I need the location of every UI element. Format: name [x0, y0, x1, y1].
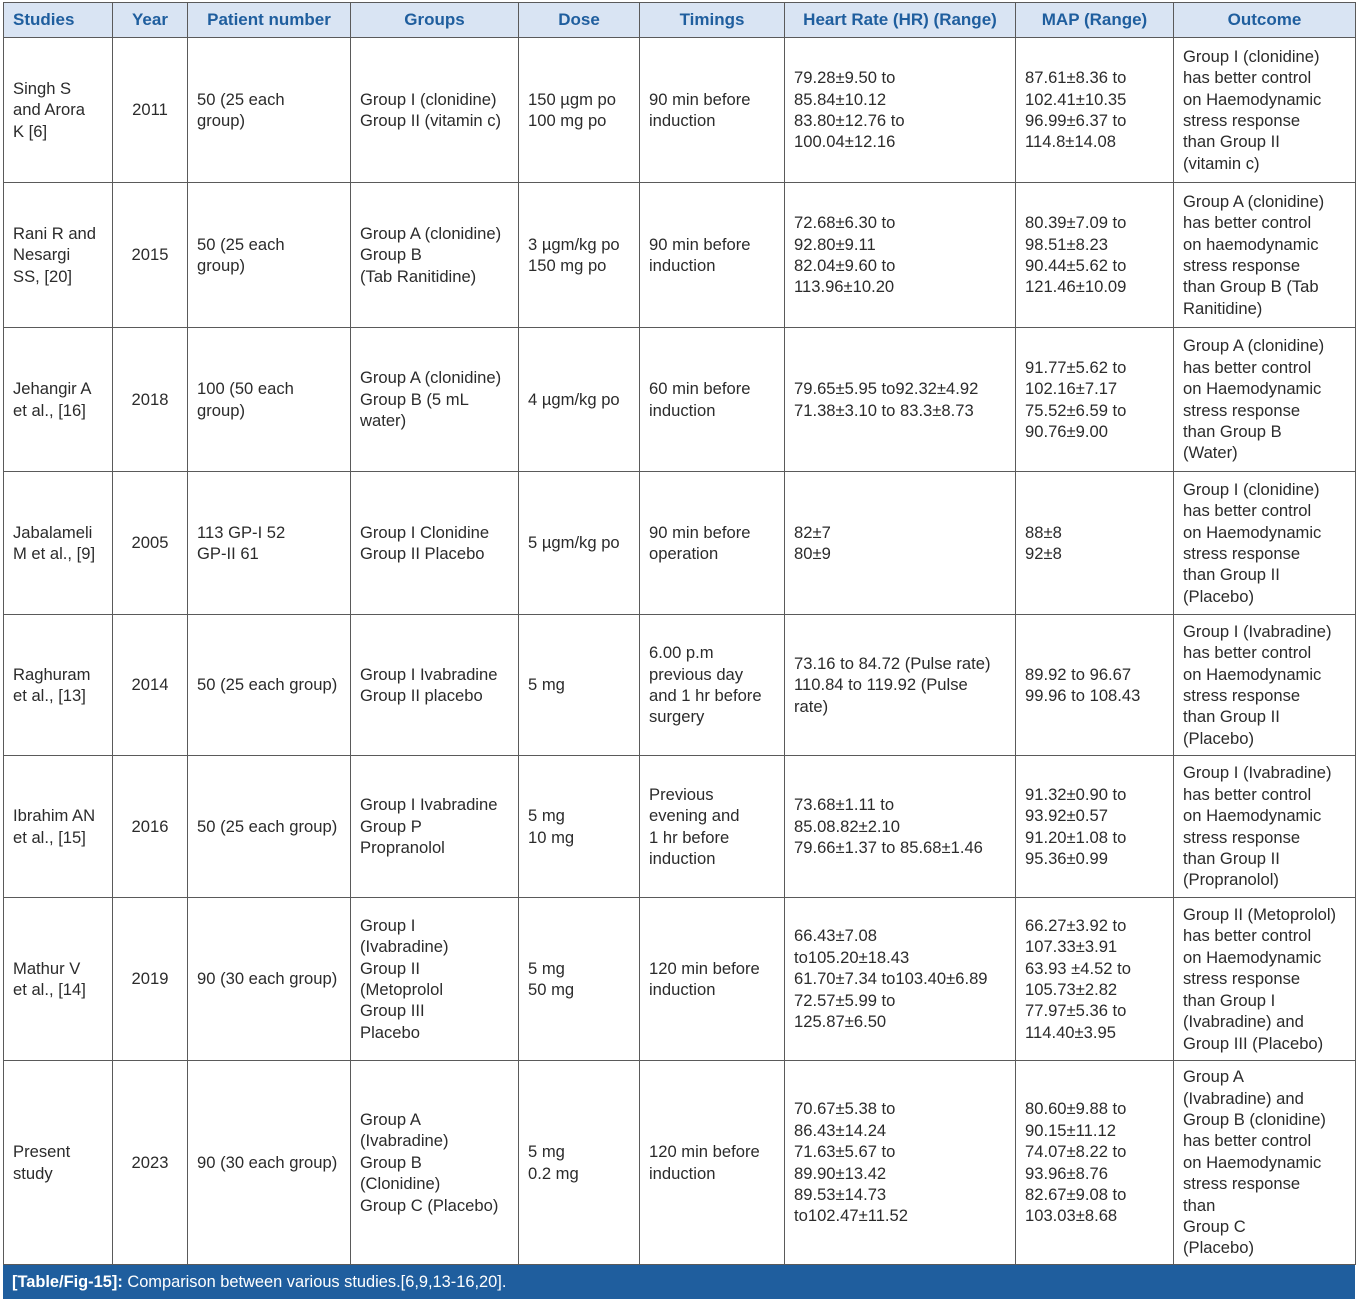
- cell-timing: 6.00 p.m previous day and 1 hr before surgery: [640, 615, 785, 756]
- cell-outcome: Group A (clonidine) has better control on Haemodynamic stress response than Group B (Water): [1174, 328, 1356, 472]
- cell-patients: 50 (25 each group): [188, 38, 351, 183]
- table-row: [4, 615, 1356, 756]
- cell-year: 2018: [113, 328, 188, 472]
- table-row: [4, 756, 1356, 898]
- comparison-table-figure: [3, 2, 1355, 1299]
- cell-study: Jabalameli M et al., [9]: [4, 472, 113, 615]
- cell-dose: 5 mg: [519, 615, 640, 756]
- cell-year: 2014: [113, 615, 188, 756]
- cell-year: 2011: [113, 38, 188, 183]
- cell-outcome: Group II (Metoprolol) has better control on Haemodynamic stress response than Group I (Ivabradine) and Group III (Placebo): [1174, 898, 1356, 1061]
- cell-year: 2015: [113, 183, 188, 328]
- cell-heart-rate: 82±7 80±9: [785, 472, 1016, 615]
- cell-groups: Group I (clonidine) Group II (vitamin c): [351, 38, 519, 183]
- cell-groups: Group I Ivabradine Group P Propranolol: [351, 756, 519, 898]
- cell-timing: 120 min before induction: [640, 898, 785, 1061]
- cell-outcome: Group I (Ivabradine) has better control on Haemodynamic stress response than Group II (Placebo): [1174, 615, 1356, 756]
- cell-groups: Group I Clonidine Group II Placebo: [351, 472, 519, 615]
- cell-year: 2019: [113, 898, 188, 1061]
- cell-year: 2005: [113, 472, 188, 615]
- cell-patients: 50 (25 each group): [188, 615, 351, 756]
- cell-map: 91.77±5.62 to 102.16±7.17 75.52±6.59 to 90.76±9.00: [1016, 328, 1174, 472]
- header-map: MAP (Range): [1016, 3, 1174, 38]
- cell-dose: 5 mg 50 mg: [519, 898, 640, 1061]
- table-caption: [3, 1265, 1355, 1299]
- cell-groups: Group A (clonidine) Group B (5 mL water): [351, 328, 519, 472]
- table-row: [4, 1061, 1356, 1265]
- caption-text: Comparison between various studies.[6,9,13-16,20].: [122, 1273, 507, 1291]
- cell-timing: 90 min before operation: [640, 472, 785, 615]
- cell-patients: 100 (50 each group): [188, 328, 351, 472]
- cell-outcome: Group I (clonidine) has better control on Haemodynamic stress response than Group II (Placebo): [1174, 472, 1356, 615]
- cell-outcome: Group A (clonidine) has better control on haemodynamic stress response than Group B (Tab Ranitidine): [1174, 183, 1356, 328]
- header-outcome: Outcome: [1174, 3, 1356, 38]
- cell-heart-rate: 73.16 to 84.72 (Pulse rate) 110.84 to 119.92 (Pulse rate): [785, 615, 1016, 756]
- cell-patients: 90 (30 each group): [188, 898, 351, 1061]
- table-row: [4, 183, 1356, 328]
- header-row: [4, 3, 1356, 38]
- cell-patients: 113 GP-I 52 GP-II 61: [188, 472, 351, 615]
- header-heart-rate: Heart Rate (HR) (Range): [785, 3, 1016, 38]
- cell-timing: 120 min before induction: [640, 1061, 785, 1265]
- caption-label: [Table/Fig-15]:: [12, 1273, 123, 1291]
- cell-study: Singh S and Arora K [6]: [4, 38, 113, 183]
- cell-heart-rate: 72.68±6.30 to 92.80±9.11 82.04±9.60 to 113.96±10.20: [785, 183, 1016, 328]
- cell-groups: Group I (Ivabradine) Group II (Metoprolol Group III Placebo: [351, 898, 519, 1061]
- cell-study: Present study: [4, 1061, 113, 1265]
- cell-groups: Group A (clonidine) Group B (Tab Ranitidine): [351, 183, 519, 328]
- header-studies: Studies: [4, 3, 113, 38]
- cell-timing: 90 min before induction: [640, 38, 785, 183]
- header-dose: Dose: [519, 3, 640, 38]
- table-row: [4, 38, 1356, 183]
- cell-outcome: Group A (Ivabradine) and Group B (clonidine) has better control on Haemodynamic stress response than Group C (Placebo): [1174, 1061, 1356, 1265]
- cell-map: 80.39±7.09 to 98.51±8.23 90.44±5.62 to 121.46±10.09: [1016, 183, 1174, 328]
- cell-groups: Group I Ivabradine Group II placebo: [351, 615, 519, 756]
- cell-patients: 90 (30 each group): [188, 1061, 351, 1265]
- cell-outcome: Group I (clonidine) has better control on Haemodynamic stress response than Group II (vitamin c): [1174, 38, 1356, 183]
- cell-heart-rate: 73.68±1.11 to 85.08.82±2.10 79.66±1.37 to 85.68±1.46: [785, 756, 1016, 898]
- cell-study: Jehangir A et al., [16]: [4, 328, 113, 472]
- table-row: [4, 898, 1356, 1061]
- cell-map: 89.92 to 96.67 99.96 to 108.43: [1016, 615, 1174, 756]
- cell-year: 2023: [113, 1061, 188, 1265]
- cell-heart-rate: 79.65±5.95 to92.32±4.92 71.38±3.10 to 83.3±8.73: [785, 328, 1016, 472]
- cell-dose: 150 µgm po 100 mg po: [519, 38, 640, 183]
- cell-timing: 90 min before induction: [640, 183, 785, 328]
- cell-map: 91.32±0.90 to 93.92±0.57 91.20±1.08 to 95.36±0.99: [1016, 756, 1174, 898]
- cell-heart-rate: 79.28±9.50 to 85.84±10.12 83.80±12.76 to 100.04±12.16: [785, 38, 1016, 183]
- cell-map: 80.60±9.88 to 90.15±11.12 74.07±8.22 to 93.96±8.76 82.67±9.08 to 103.03±8.68: [1016, 1061, 1174, 1265]
- table-row: [4, 328, 1356, 472]
- cell-heart-rate: 70.67±5.38 to 86.43±14.24 71.63±5.67 to 89.90±13.42 89.53±14.73 to102.47±11.52: [785, 1061, 1016, 1265]
- cell-map: 66.27±3.92 to 107.33±3.91 63.93 ±4.52 to 105.73±2.82 77.97±5.36 to 114.40±3.95: [1016, 898, 1174, 1061]
- cell-study: Ibrahim AN et al., [15]: [4, 756, 113, 898]
- cell-dose: 3 µgm/kg po 150 mg po: [519, 183, 640, 328]
- cell-timing: Previous evening and 1 hr before induction: [640, 756, 785, 898]
- cell-study: Rani R and Nesargi SS, [20]: [4, 183, 113, 328]
- cell-dose: 4 µgm/kg po: [519, 328, 640, 472]
- cell-timing: 60 min before induction: [640, 328, 785, 472]
- cell-dose: 5 mg 10 mg: [519, 756, 640, 898]
- cell-groups: Group A (Ivabradine) Group B (Clonidine) Group C (Placebo): [351, 1061, 519, 1265]
- header-timings: Timings: [640, 3, 785, 38]
- cell-dose: 5 µgm/kg po: [519, 472, 640, 615]
- cell-dose: 5 mg 0.2 mg: [519, 1061, 640, 1265]
- cell-patients: 50 (25 each group): [188, 756, 351, 898]
- cell-study: Raghuram et al., [13]: [4, 615, 113, 756]
- header-patient-number: Patient number: [188, 3, 351, 38]
- cell-study: Mathur V et al., [14]: [4, 898, 113, 1061]
- cell-map: 88±8 92±8: [1016, 472, 1174, 615]
- header-year: Year: [113, 3, 188, 38]
- table-row: [4, 472, 1356, 615]
- header-groups: Groups: [351, 3, 519, 38]
- cell-map: 87.61±8.36 to 102.41±10.35 96.99±6.37 to 114.8±14.08: [1016, 38, 1174, 183]
- cell-outcome: Group I (Ivabradine) has better control on Haemodynamic stress response than Group II (Propranolol): [1174, 756, 1356, 898]
- cell-year: 2016: [113, 756, 188, 898]
- cell-heart-rate: 66.43±7.08 to105.20±18.43 61.70±7.34 to103.40±6.89 72.57±5.99 to 125.87±6.50: [785, 898, 1016, 1061]
- cell-patients: 50 (25 each group): [188, 183, 351, 328]
- comparison-table: [3, 2, 1356, 1265]
